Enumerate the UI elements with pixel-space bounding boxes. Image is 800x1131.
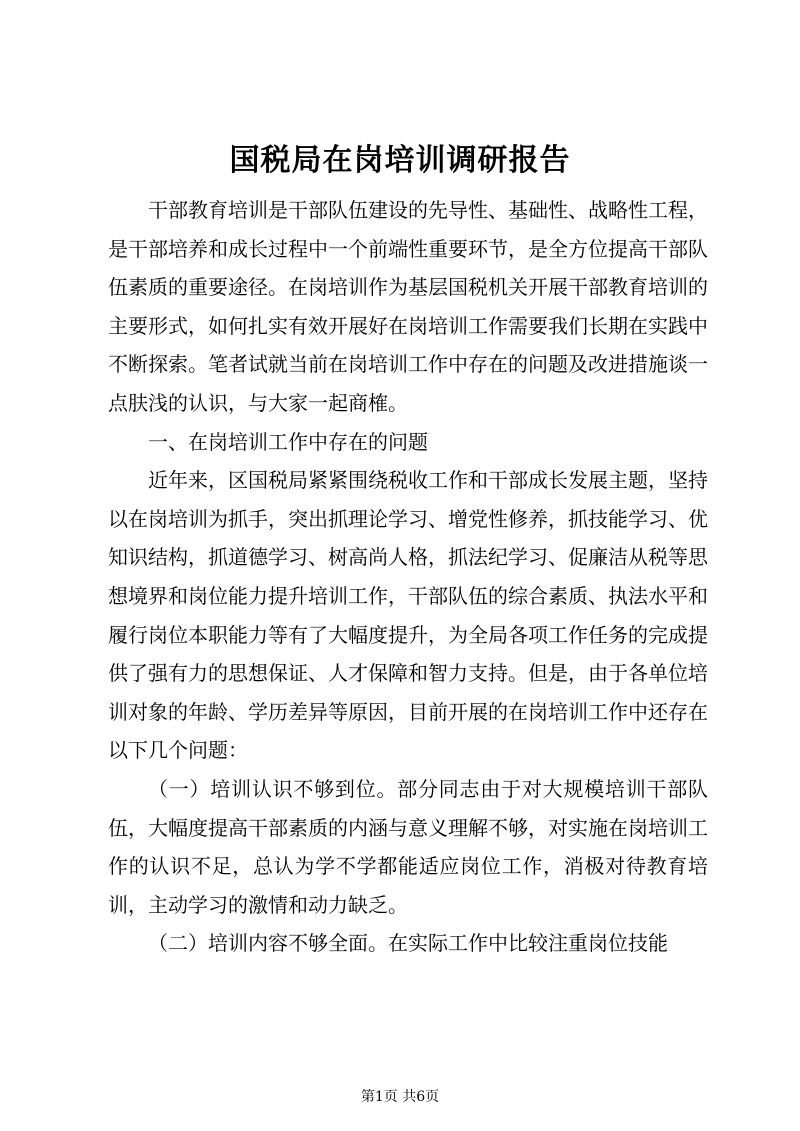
issue-paragraph-1: （一）培训认识不够到位。部分同志由于对大规模培训干部队伍，大幅度提高干部素质的内涵与意义理解不够，对实施在岗培训工作的认识不足，总认为学不学都能适应岗位工作，消极对待教育培训，主动学习的激情和动力缺乏。	[108, 776, 708, 917]
page-footer: 第1页 共6页	[360, 1089, 440, 1105]
body-paragraph: 近年来，区国税局紧紧围绕税收工作和干部成长发展主题，坚持以在岗培训为抓手，突出抓理论学习、增党性修养，抓技能学习、优知识结构，抓道德学习、树高尚人格，抓法纪学习、促廉洁从税等思想境界和岗位能力提升培训工作，干部队伍的综合素质、执法水平和履行岗位本职能力等有了大幅度提升，为全局各项工作任务的完成提供了强有力的思想保证、人才保障和智力支持。但是，由于各单位培训对象的年龄、学历差异等原因，目前开展的在岗培训工作中还存在以下几个问题：	[108, 468, 708, 763]
document-title: 国税局在岗培训调研报告	[229, 143, 571, 178]
section-heading-1: 一、在岗培训工作中存在的问题	[148, 429, 428, 454]
document-body	[108, 191, 708, 963]
issue-paragraph-2: （二）培训内容不够全面。在实际工作中比较注重岗位技能	[148, 931, 668, 956]
intro-paragraph: 干部教育培训是干部队伍建设的先导性、基础性、战略性工程，是干部培养和成长过程中一个前端性重要环节，是全方位提高干部队伍素质的重要途径。在岗培训作为基层国税机关开展干部教育培训的主要形式，如何扎实有效开展好在岗培训工作需要我们长期在实践中不断探索。笔者试就当前在岗培训工作中存在的问题及改进措施谈一点肤浅的认识，与大家一起商榷。	[108, 198, 708, 415]
